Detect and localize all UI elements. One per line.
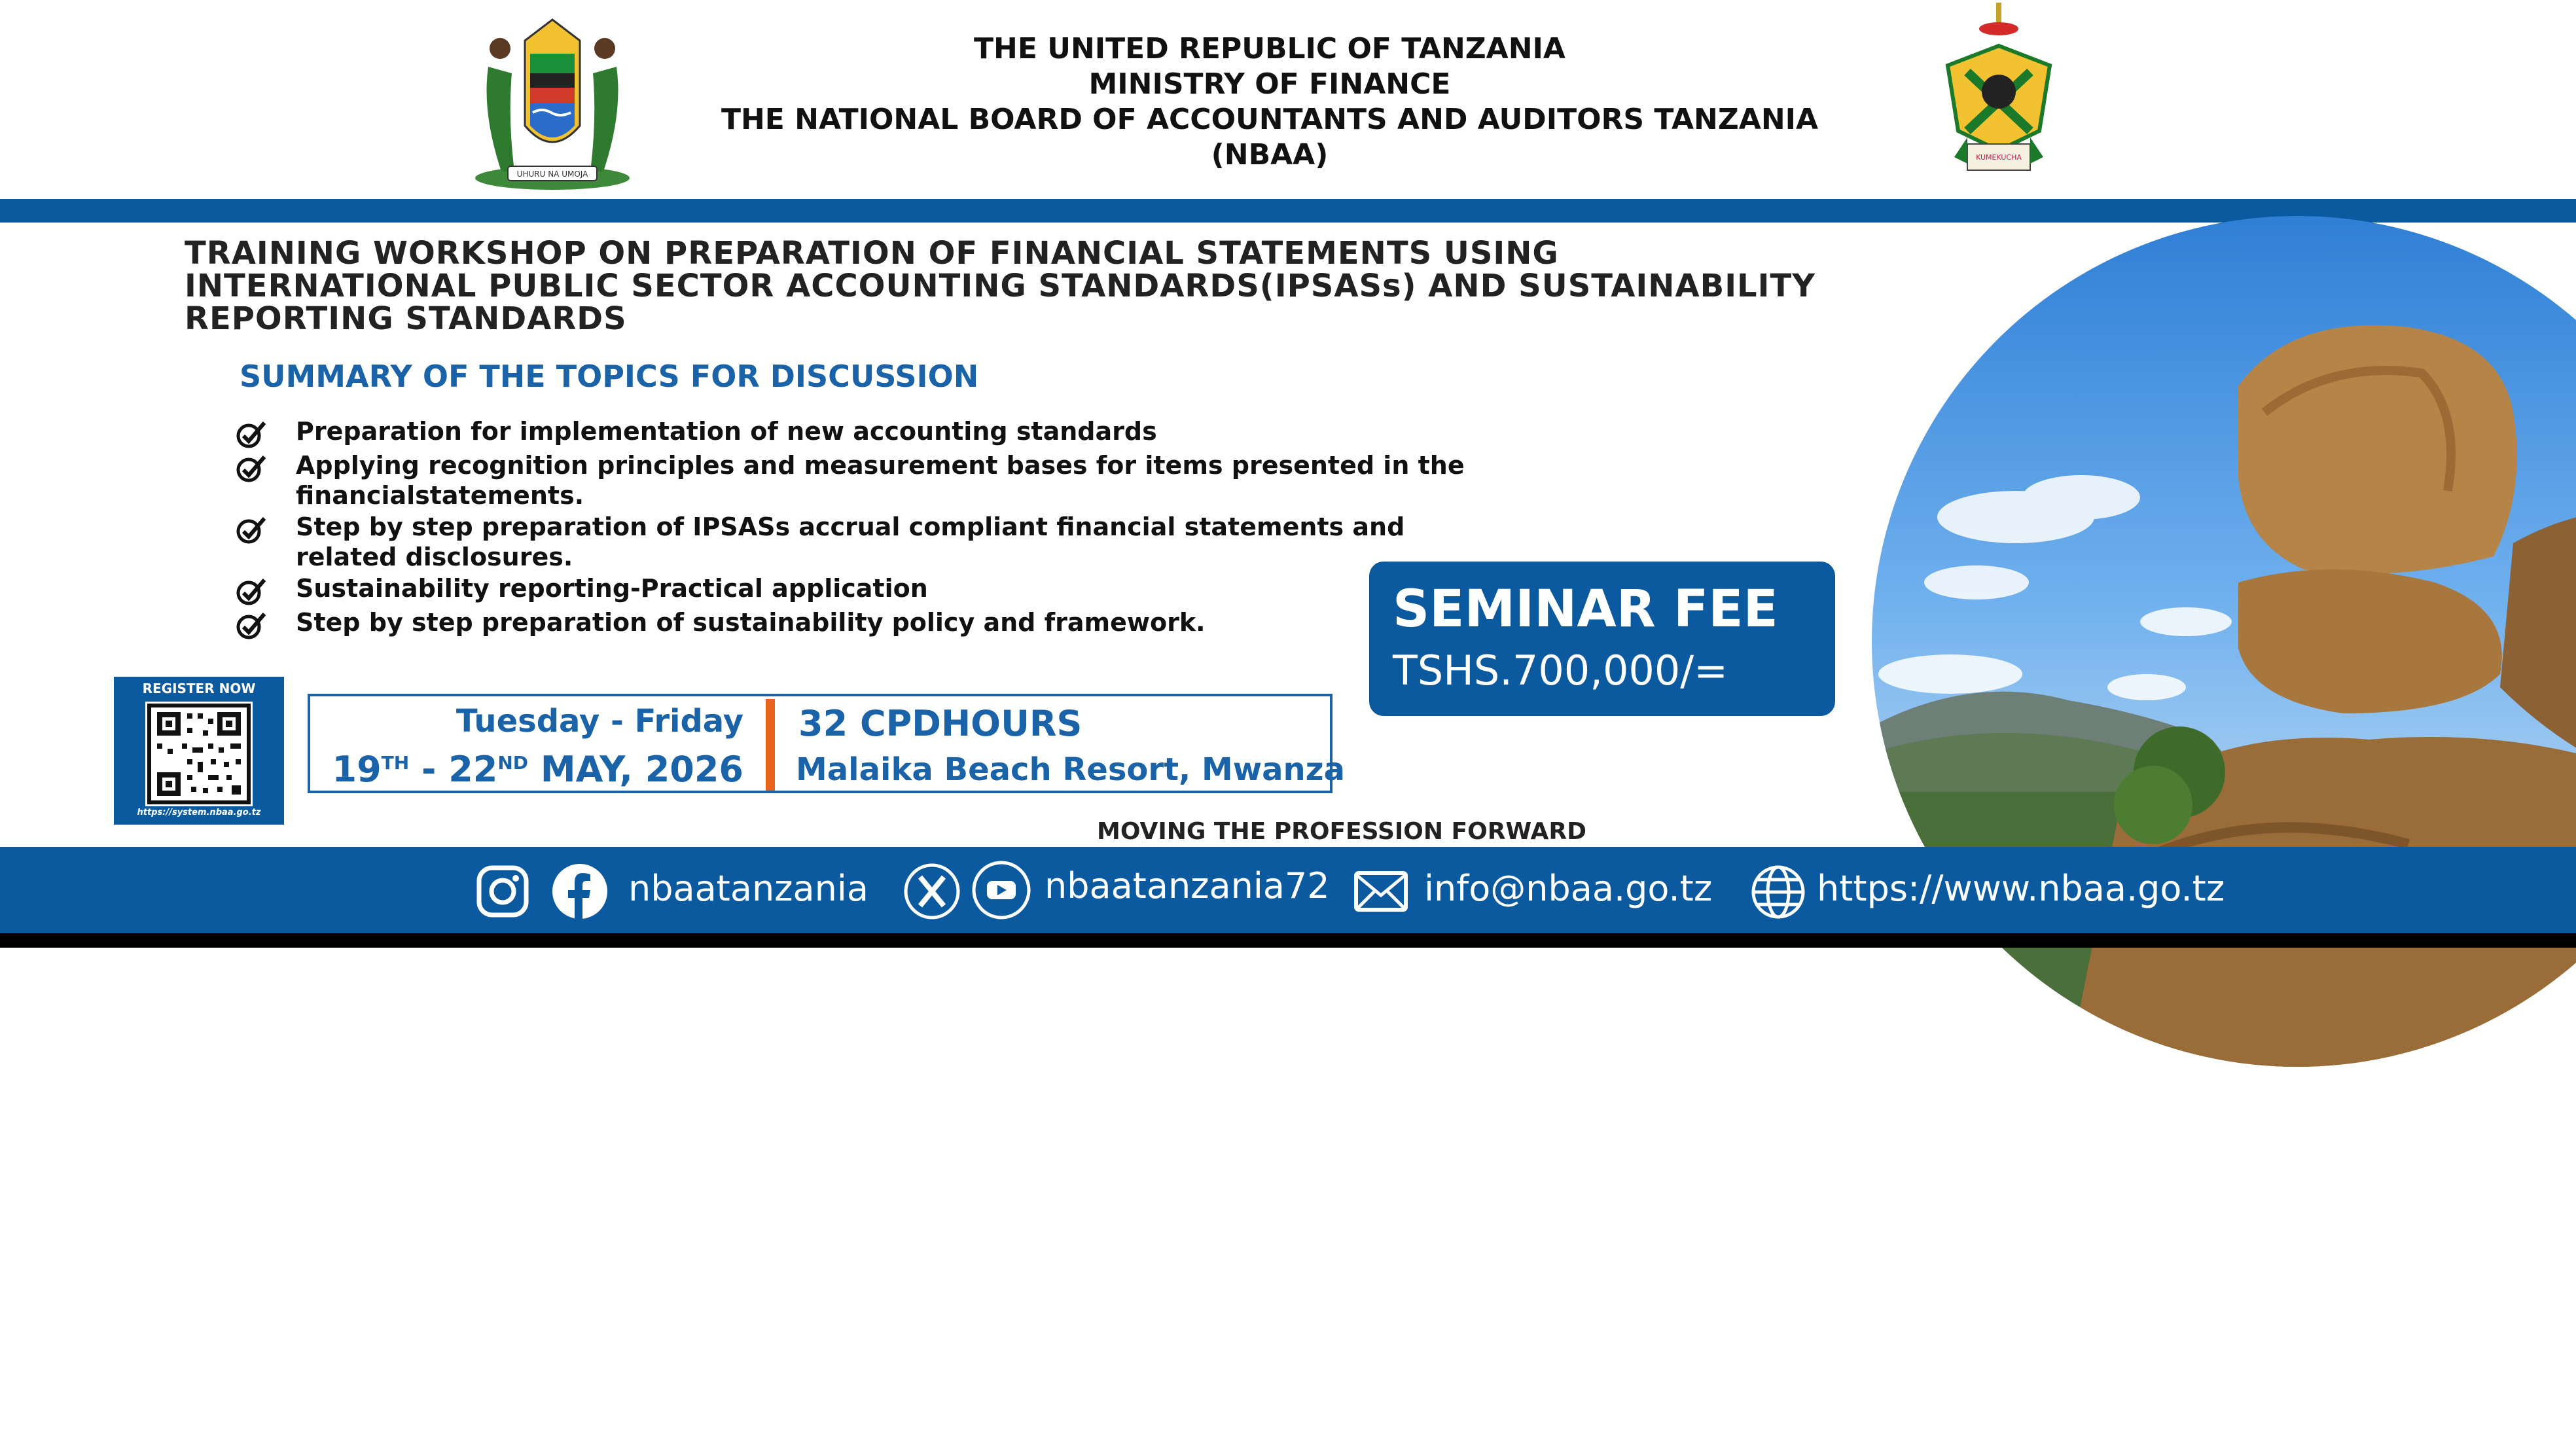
footer-bottom-bar [0,933,2576,948]
instagram-icon[interactable] [475,864,530,919]
topic-text-continued: related disclosures. [296,543,573,571]
email-icon[interactable] [1353,870,1408,912]
coat-of-arms-emblem [469,14,636,192]
list-item [236,512,1479,572]
profession-motto: MOVING THE PROFESSION FORWARD [1097,818,1587,845]
seminar-fee-amount: TSHS.700,000/= [1393,647,1728,694]
workshop-title-line-2: INTERNATIONAL PUBLIC SECTOR ACCOUNTING STANDARDS(IPSASs) AND SUSTAINABILITY [185,268,1816,304]
summary-heading: SUMMARY OF THE TOPICS FOR DISCUSSION [240,359,979,394]
check-icon [236,514,268,545]
header-title-block [654,31,1885,173]
check-icon [236,419,268,449]
globe-icon[interactable] [1750,864,1806,920]
event-venue: Malaika Beach Resort, Mwanza [796,751,1345,788]
topics-list [236,416,1479,641]
youtube-icon[interactable] [971,860,1031,920]
seminar-fee-label: SEMINAR FEE [1393,580,1778,639]
list-item [236,416,1479,449]
nbaa-logo-motto: KUMEKUCHA [1976,153,2022,162]
x-icon[interactable] [903,863,961,920]
topic-text: Preparation for implementation of new accounting standards [296,417,1157,446]
event-divider-bar [766,699,775,791]
register-now-card[interactable] [114,677,284,825]
emblem-motto: UHURU NA UMOJA [516,170,588,179]
header-line-republic: THE UNITED REPUBLIC OF TANZANIA [974,32,1565,65]
header-line-ministry: MINISTRY OF FINANCE [1088,67,1451,101]
list-item [236,573,1479,606]
register-url[interactable]: https://system.nbaa.go.tz [137,808,261,817]
event-details-box [308,694,1345,793]
list-item [236,607,1479,640]
event-days: Tuesday - Friday [456,703,743,740]
topic-text-continued: financialstatements. [296,481,584,510]
header-line-board: THE NATIONAL BOARD OF ACCOUNTANTS AND AUDITORS TANZANIA [721,103,1819,136]
contact-website[interactable]: https://www.nbaa.go.tz [1817,868,2225,909]
topic-text: Step by step preparation of IPSASs accrual compliant financial statements and [296,512,1405,541]
check-icon [236,610,268,640]
seminar-fee-box [1369,562,1835,716]
workshop-title-line-3: REPORTING STANDARDS [185,300,627,337]
event-cpd-hours: 32 CPDHOURS [798,703,1082,744]
workshop-title [185,237,1860,335]
header-line-acronym: (NBAA) [1211,138,1329,171]
topic-text: Step by step preparation of sustainability policy and framework. [296,608,1206,637]
list-item [236,450,1479,510]
nbaa-logo-emblem [1941,0,2056,181]
register-now-label: REGISTER NOW [142,681,256,696]
qr-code-icon[interactable] [145,702,253,806]
social-handle-youtube[interactable]: nbaatanzania72 [1045,865,1330,906]
topic-text: Applying recognition principles and measurement bases for items presented in the [296,451,1465,480]
event-dates: 19TH - 22ND MAY, 2026 [332,749,743,790]
workshop-title-line-1: TRAINING WORKSHOP ON PREPARATION OF FINANCIAL STATEMENTS USING [185,235,1559,272]
header-divider-band [0,199,2576,223]
facebook-icon[interactable] [551,863,609,920]
check-icon [236,576,268,606]
check-icon [236,453,268,483]
contact-email[interactable]: info@nbaa.go.tz [1424,868,1713,909]
contact-footer [0,847,2576,933]
topic-text: Sustainability reporting-Practical application [296,574,928,603]
social-handle-facebook[interactable]: nbaatanzania [628,868,868,909]
